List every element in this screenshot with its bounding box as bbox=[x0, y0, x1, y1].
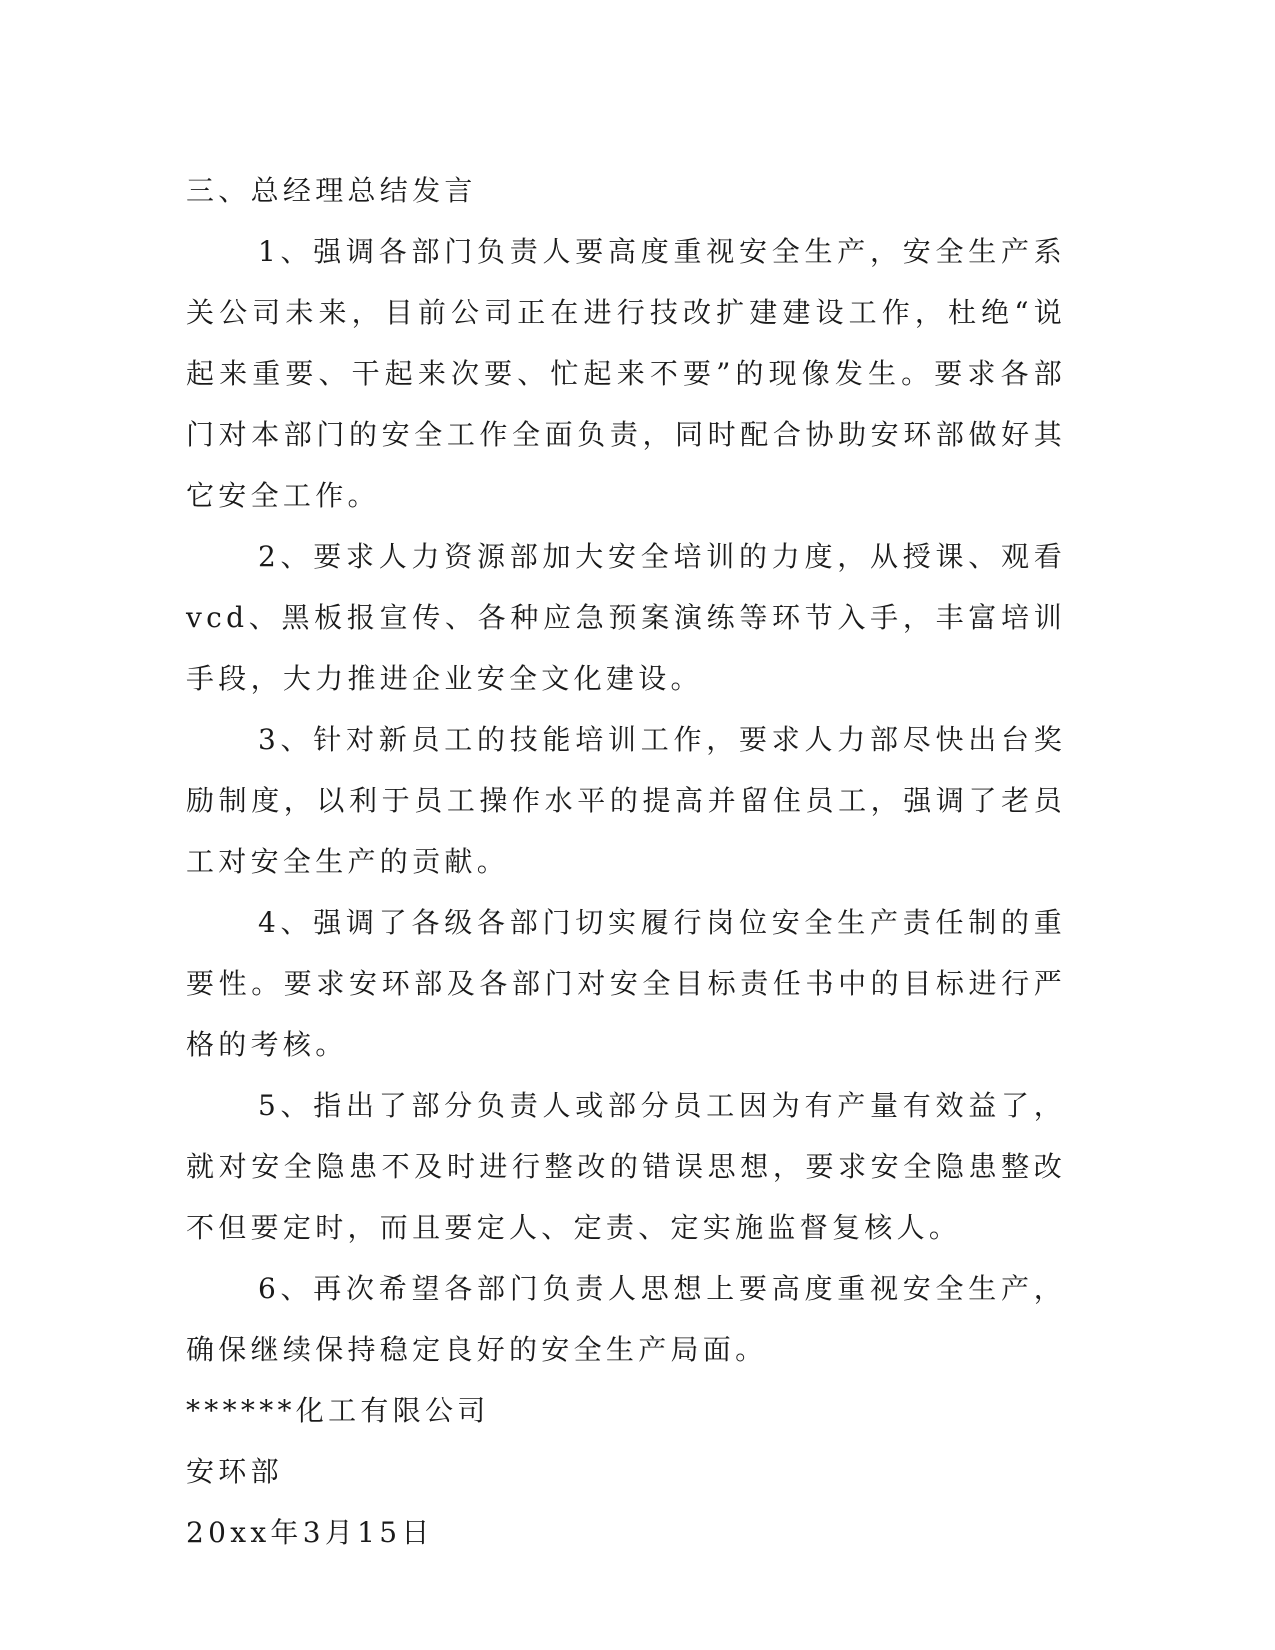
document-body bbox=[186, 160, 1066, 1563]
paragraph-4: 4、强调了各级各部门切实履行岗位安全生产责任制的重要性。要求安环部及各部门对安全目标责任书中的目标进行严格的考核。 bbox=[186, 906, 1066, 1061]
section-heading: 三、总经理总结发言 bbox=[186, 174, 477, 207]
signature-department: 安环部 bbox=[186, 1455, 283, 1488]
paragraph-3: 3、针对新员工的技能培训工作，要求人力部尽快出台奖励制度，以利于员工操作水平的提高并留住员工，强调了老员工对安全生产的贡献。 bbox=[186, 723, 1066, 878]
paragraph-1: 1、强调各部门负责人要高度重视安全生产，安全生产系关公司未来，目前公司正在进行技改扩建建设工作，杜绝“说起来重要、干起来次要、忙起来不要”的现像发生。要求各部门对本部门的安全工作全面负责，同时配合协助安环部做好其它安全工作。 bbox=[186, 235, 1066, 512]
paragraph-6: 6、再次希望各部门负责人思想上要高度重视安全生产，确保继续保持稳定良好的安全生产局面。 bbox=[186, 1272, 1066, 1366]
signature-date: 20xx年3月15日 bbox=[186, 1516, 434, 1549]
paragraph-2: 2、要求人力资源部加大安全培训的力度，从授课、观看vcd、黑板报宣传、各种应急预案演练等环节入手，丰富培训手段，大力推进企业安全文化建设。 bbox=[186, 540, 1066, 695]
signature-company: ******化工有限公司 bbox=[186, 1394, 490, 1427]
paragraph-5: 5、指出了部分负责人或部分员工因为有产量有效益了，就对安全隐患不及时进行整改的错误思想，要求安全隐患整改不但要定时，而且要定人、定责、定实施监督复核人。 bbox=[186, 1089, 1066, 1244]
